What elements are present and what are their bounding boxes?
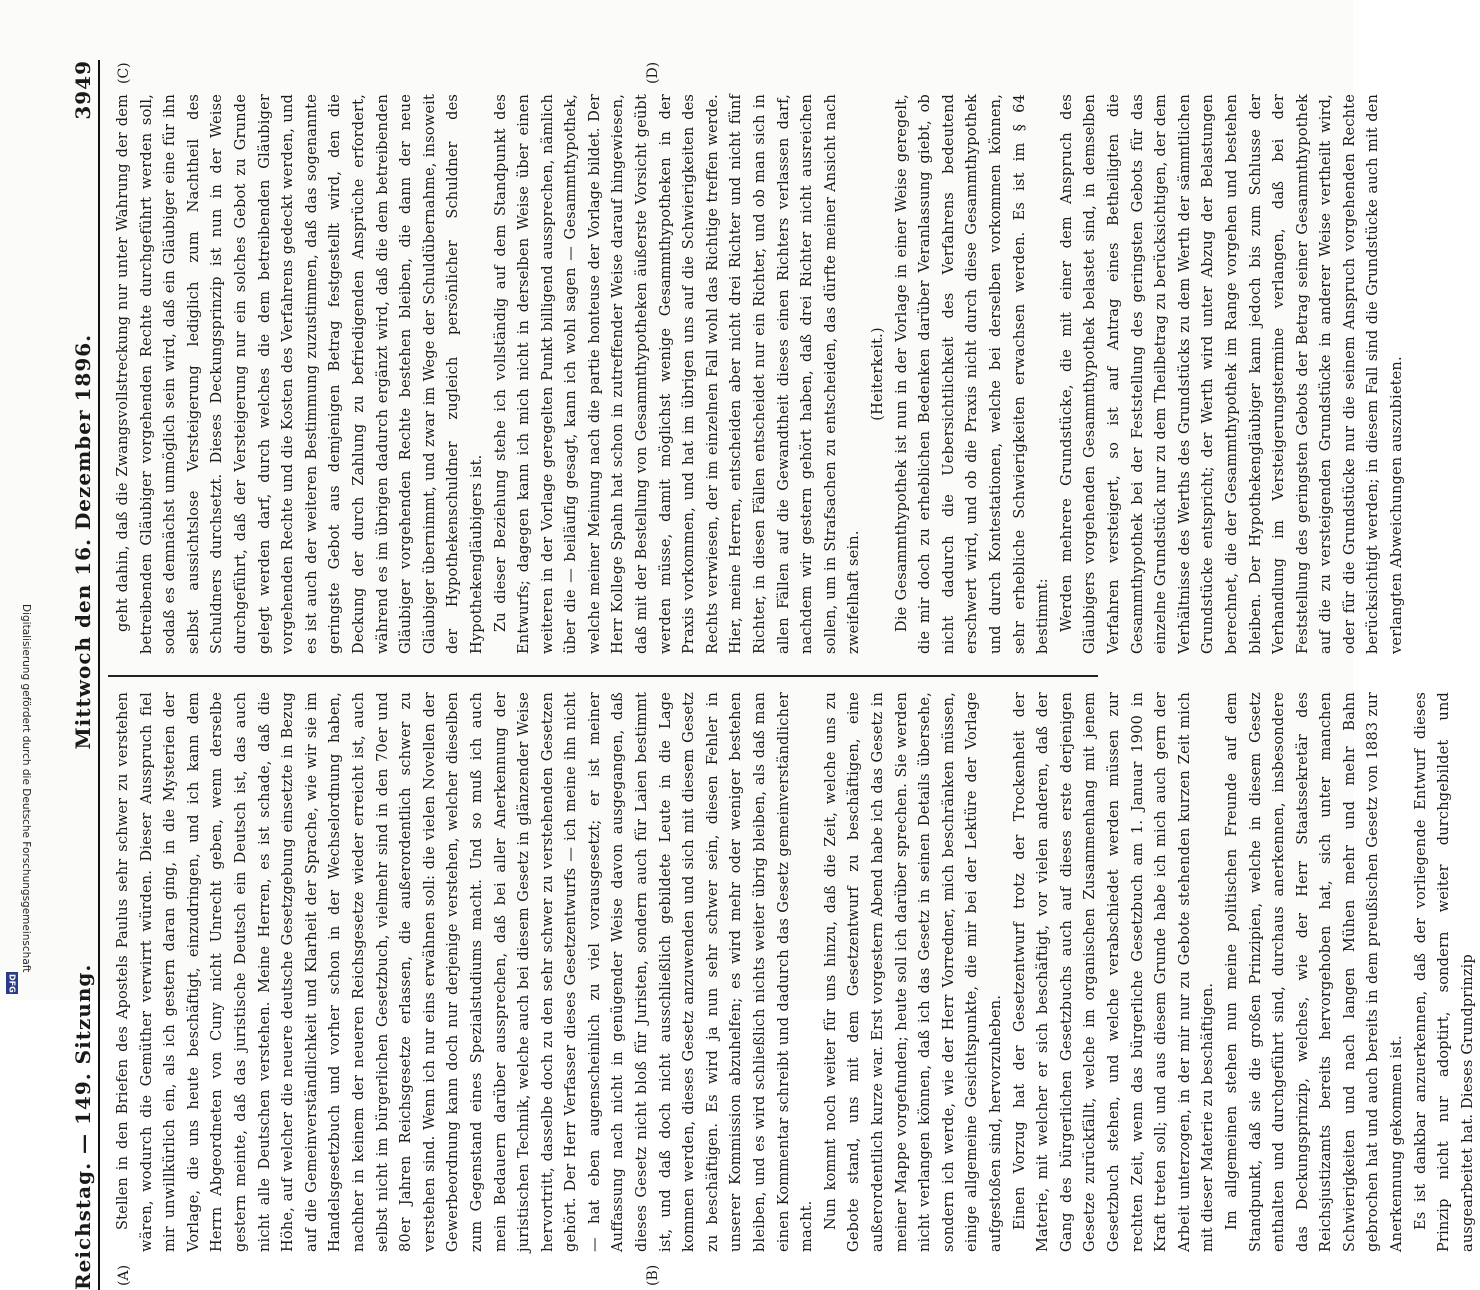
right-text-column	[112, 94, 1406, 654]
header-session: Reichstag. — 149. Sitzung.	[71, 963, 95, 1290]
margin-marker-a: (A)	[116, 1264, 132, 1286]
paragraph: Es ist dankbar anzuerkennen, daß der vorliegende Entwurf dieses Prinzip nicht nur adoptirt, sondern weiter durchgebildet und ausgearbeitet hat. Dieses Grundprinzip	[1412, 692, 1476, 1252]
paragraph: Stellen in den Briefen des Apostels Paulus sehr schwer zu verstehen wären, wodurch die Gemüther verwirrt würden. Dieser Ausspruch fiel mir unwillkürlich ein, als ich gestern daran ging, in die Mysterien der Vorlage, die uns heute beschäftigt, einzudringen, und ich kann dem Herrn Abgeordneten von Cuny nicht Unrecht geben, wenn derselbe gestern meinte, daß das juristische Deutsch ein Deutsch ist, das auch nicht alle Deutschen verstehen. Meine Herren, es ist schade, daß die Höhe, auf welcher die neuere deutsche Gesetzgebung einsetzte in Bezug auf die Gemeinverständlichkeit und Klarheit der Sprache, wie wir sie im Handelsgesetzbuch und vorher schon in der Wechselordnung haben, nachher in keinem der neueren Reichsgesetze wieder erreicht ist, auch selbst nicht im bürgerlichen Gesetzbuch, vielmehr sind in den 70er und 80er Jahren Reichsgesetze erlassen, die außerordentlich schwer zu verstehen sind. Wenn ich nur eins erwähnen soll: die vielen Novellen der Gewerbeordnung kann doch nur derjenige verstehen, welcher dieselben zum Gegenstand eines Spezialstudiums macht. Und so muß ich auch mein Bedauern darüber aussprechen, daß bei aller Anerkennung der juristischen Technik, welche auch bei diesem Gesetz in glänzender Weise hervortritt, dasselbe doch zu den sehr schwer zu verstehenden Gesetzen gehört. Der Herr Verfasser dieses Gesetzentwurfs — ich meine ihn nicht — hat eben augenscheinlich zu viel vorausgesetzt; er ist meiner Auffassung nach nicht in genügender Weise davon ausgegangen, daß dieses Gesetz nicht bloß für Juristen, sondern auch für Laien bestimmt ist, und daß doch nicht ausschließlich gebildete Leute in die Lage kommen werden, dieses Gesetz anzuwenden und sich mit diesem Gesetz zu beschäftigen. Es wird ja nun sehr schwer sein, diesen Fehler in unserer Kommission abzuhelfen; es wird mehr oder weniger bestehen bleiben, und es wird schließlich nichts weiter übrig bleiben, als daß man einen Kommentar schreibt und dadurch das Gesetz gemeinverständlicher macht.	[115, 692, 816, 1252]
left-text-column	[112, 692, 1476, 1252]
column-divider	[108, 675, 1098, 677]
paragraph: geht dahin, daß die Zwangsvollstreckung nur unter Wahrung der dem betreibenden Gläubiger vorgehenden Rechte durchgeführt werden soll, sodaß es demnächst unmöglich sein wird, daß ein Gläubiger eine für ihn selbst aussichtslose Versteigerung lediglich zum Nachtheil des Schuldners durchsetzt. Dieses Deckungsprinzip ist nun in der Weise durchgeführt, daß der Versteigerung nur ein solches Gebot zu Grunde gelegt werden darf, durch welches die dem betreibenden Gläubiger vorgehenden Rechte und die Kosten des Verfahrens gedeckt werden, und es ist auch der weiteren Bestimmung zuzustimmen, daß das sogenannte geringste Gebot aus demjenigen Betrag festgestellt wird, den die Deckung der durch Zahlung zu befriedigenden Ansprüche erfordert, während es im übrigen dadurch ergänzt wird, daß die dem betreibenden Gläubiger vorgehenden Rechte bestehen bleiben, die dann der neue Gläubiger übernimmt, und zwar im Wege der Schuldübernahme, insoweit der Hypothekenschuldner zugleich persönlicher Schuldner des Hypothekengläubigers ist.	[115, 94, 485, 654]
footer-credit-text: Digitalisierung gefördert durch die Deutsche Forschungsgemeinschaft	[20, 604, 32, 973]
paragraph: Nun kommt noch weiter für uns hinzu, daß die Zeit, welche uns zu Gebote stand, uns mit dem Gesetzentwurf zu beschäftigen, eine außerordentlich kurze war. Erst vorgestern Abend habe ich das Gesetz in meiner Mappe vorgefunden; heute soll ich darüber sprechen. Sie werden nicht verlangen können, daß ich das Gesetz in seinen Details übersehe, sondern ich werde, wie der Herr Vorredner, mich beschränken müssen, einige allgemeine Gesichtspunkte, die mir bei der Lektüre der Vorlage aufgestoßen sind, hervorzuheben.	[822, 692, 1004, 1252]
header-date: Mittwoch den 16. Dezember 1896.	[71, 333, 95, 750]
dfg-logo: DFG	[7, 973, 17, 993]
interjection: (Heiterkeit.)	[870, 327, 886, 421]
quoted-paragraph: Werden mehrere Grundstücke, die mit einer dem Anspruch des Gläubigers vorgehenden Gesammthypothek belastet sind, in demselben Verfahren versteigert, so ist auf Antrag eines Betheiligten die Gesammthypothek bei der Feststellung des geringsten Gebots für das einzelne Grundstück nur zu dem Theilbetrag zu berücksichtigen, der dem Verhältnisse des Werths des Grundstücks zu dem Werth der sämmtlichen Grundstücke entspricht; der Werth wird unter Abzug der Belastungen berechnet, die der Gesammthypothek im Range vorgehen und bestehen bleiben. Der Hypothekengläubiger kann jedoch bis zum Schlusse der Verhandlung im Versteigerungstermine verlangen, daß bei der Feststellung des geringsten Gebots der Betrag seiner Gesammthypothek auf die zu versteigenden Grundstücke in anderer Weise vertheilt wird, oder für die Grundstücke nur die seinem Anspruch vorgehenden Rechte berücksichtigt werden; in diesem Fall sind die Grundstücke auch mit den verlangten Abweichungen auszubieten.	[1058, 94, 1406, 654]
margin-marker-b: (B)	[645, 1264, 661, 1286]
footer-credit	[20, 604, 32, 999]
paragraph: Zu dieser Beziehung stehe ich vollständig auf dem Standpunkt des Entwurfs; dagegen kann ich mich nicht in derselben Weise über einen weiteren in der Vorlage geregelten Punkt billigend aussprechen, nämlich über die — beiläufig gesagt, kann ich wohl sagen — Gesammthypothek, welche meiner Meinung nach die partie honteuse der Vorlage bildet. Der Herr Kollege Spahn hat schon in zutreffender Weise darauf hingewiesen, daß mit der Bestellung von Gesammthypotheken äußerste Vorsicht geübt werden müsse, damit möglichst wenige Gesammthypotheken in der Praxis vorkommen, und hat im übrigen uns auf die Schwierigkeiten des Rechts verwiesen, der im einzelnen Fall wohl das Richtige treffen werde. Hier, meine Herren, entscheiden aber nicht drei Richter und nicht fünf Richter, in diesen Fällen entscheidet nur ein Richter, und ob man sich in allen Fällen auf die Gewandtheit dieses einen Richters verlassen darf, nachdem wir gestern gehört haben, daß drei Richter nicht ausreichen sollen, um in Strafsachen zu entscheiden, das dürfte meiner Ansicht nach zweifelhaft sein.	[492, 94, 863, 654]
rotated-newspaper-page	[60, 60, 1476, 1290]
paragraph: Die Gesammthypothek ist nun in der Vorlage in einer Weise geregelt, die mir doch zu erheblichen Bedenken darüber Veranlassung giebt, ob nicht dadurch die Uebersichtlichkeit des Verfahrens bedeutend erschwert wird, und ob die Praxis nicht durch diese Gesammthypothek und durch Kontestationen, welche bei derselben vorkommen können, sehr erhebliche Schwierigkeiten erwachsen werden. Es ist im § 64 bestimmt:	[893, 94, 1052, 654]
margin-marker-c: (C)	[116, 62, 132, 84]
paragraph: Einen Vorzug hat der Gesetzentwurf trotz der Trockenheit der Materie, mit welcher er sich beschäftigt, vor vielen anderen, daß der Gang des bürgerlichen Gesetzbuchs auch auf dieses erste derjenigen Gesetze zurückfällt, welche im organischen Zusammenhang mit jenem Gesetzbuch stehen, und welche verabschiedet werden müssen zur rechten Zeit, wenn das bürgerliche Gesetzbuch am 1. Januar 1900 in Kraft treten soll; und aus diesem Grunde habe ich mich auch gern der Arbeit unterzogen, in der mir nur zu Gebote stehenden kurzen Zeit mich mit dieser Materie zu beschäftigen.	[1011, 692, 1217, 1252]
paragraph: Im allgemeinen stehen nun meine politischen Freunde auf dem Standpunkt, daß sie die großen Prinzipien, welche in diesem Gesetz enthalten und durchgeführt sind, durchaus anerkennen, insbesondere das Deckungsprinzip, welches, wie der Herr Staatssekretär des Reichsjustizamts bereits hervorgehoben hat, sich unter manchen Schwierigkeiten und nach langen Mühen mehr und mehr Bahn gebrochen hat und auch bereits in dem preußischen Gesetz von 1883 zur Anerkennung gekommen ist.	[1223, 692, 1406, 1252]
page-header	[60, 60, 100, 1290]
margin-marker-d: (D)	[645, 61, 661, 84]
header-page-number: 3949	[71, 60, 95, 120]
